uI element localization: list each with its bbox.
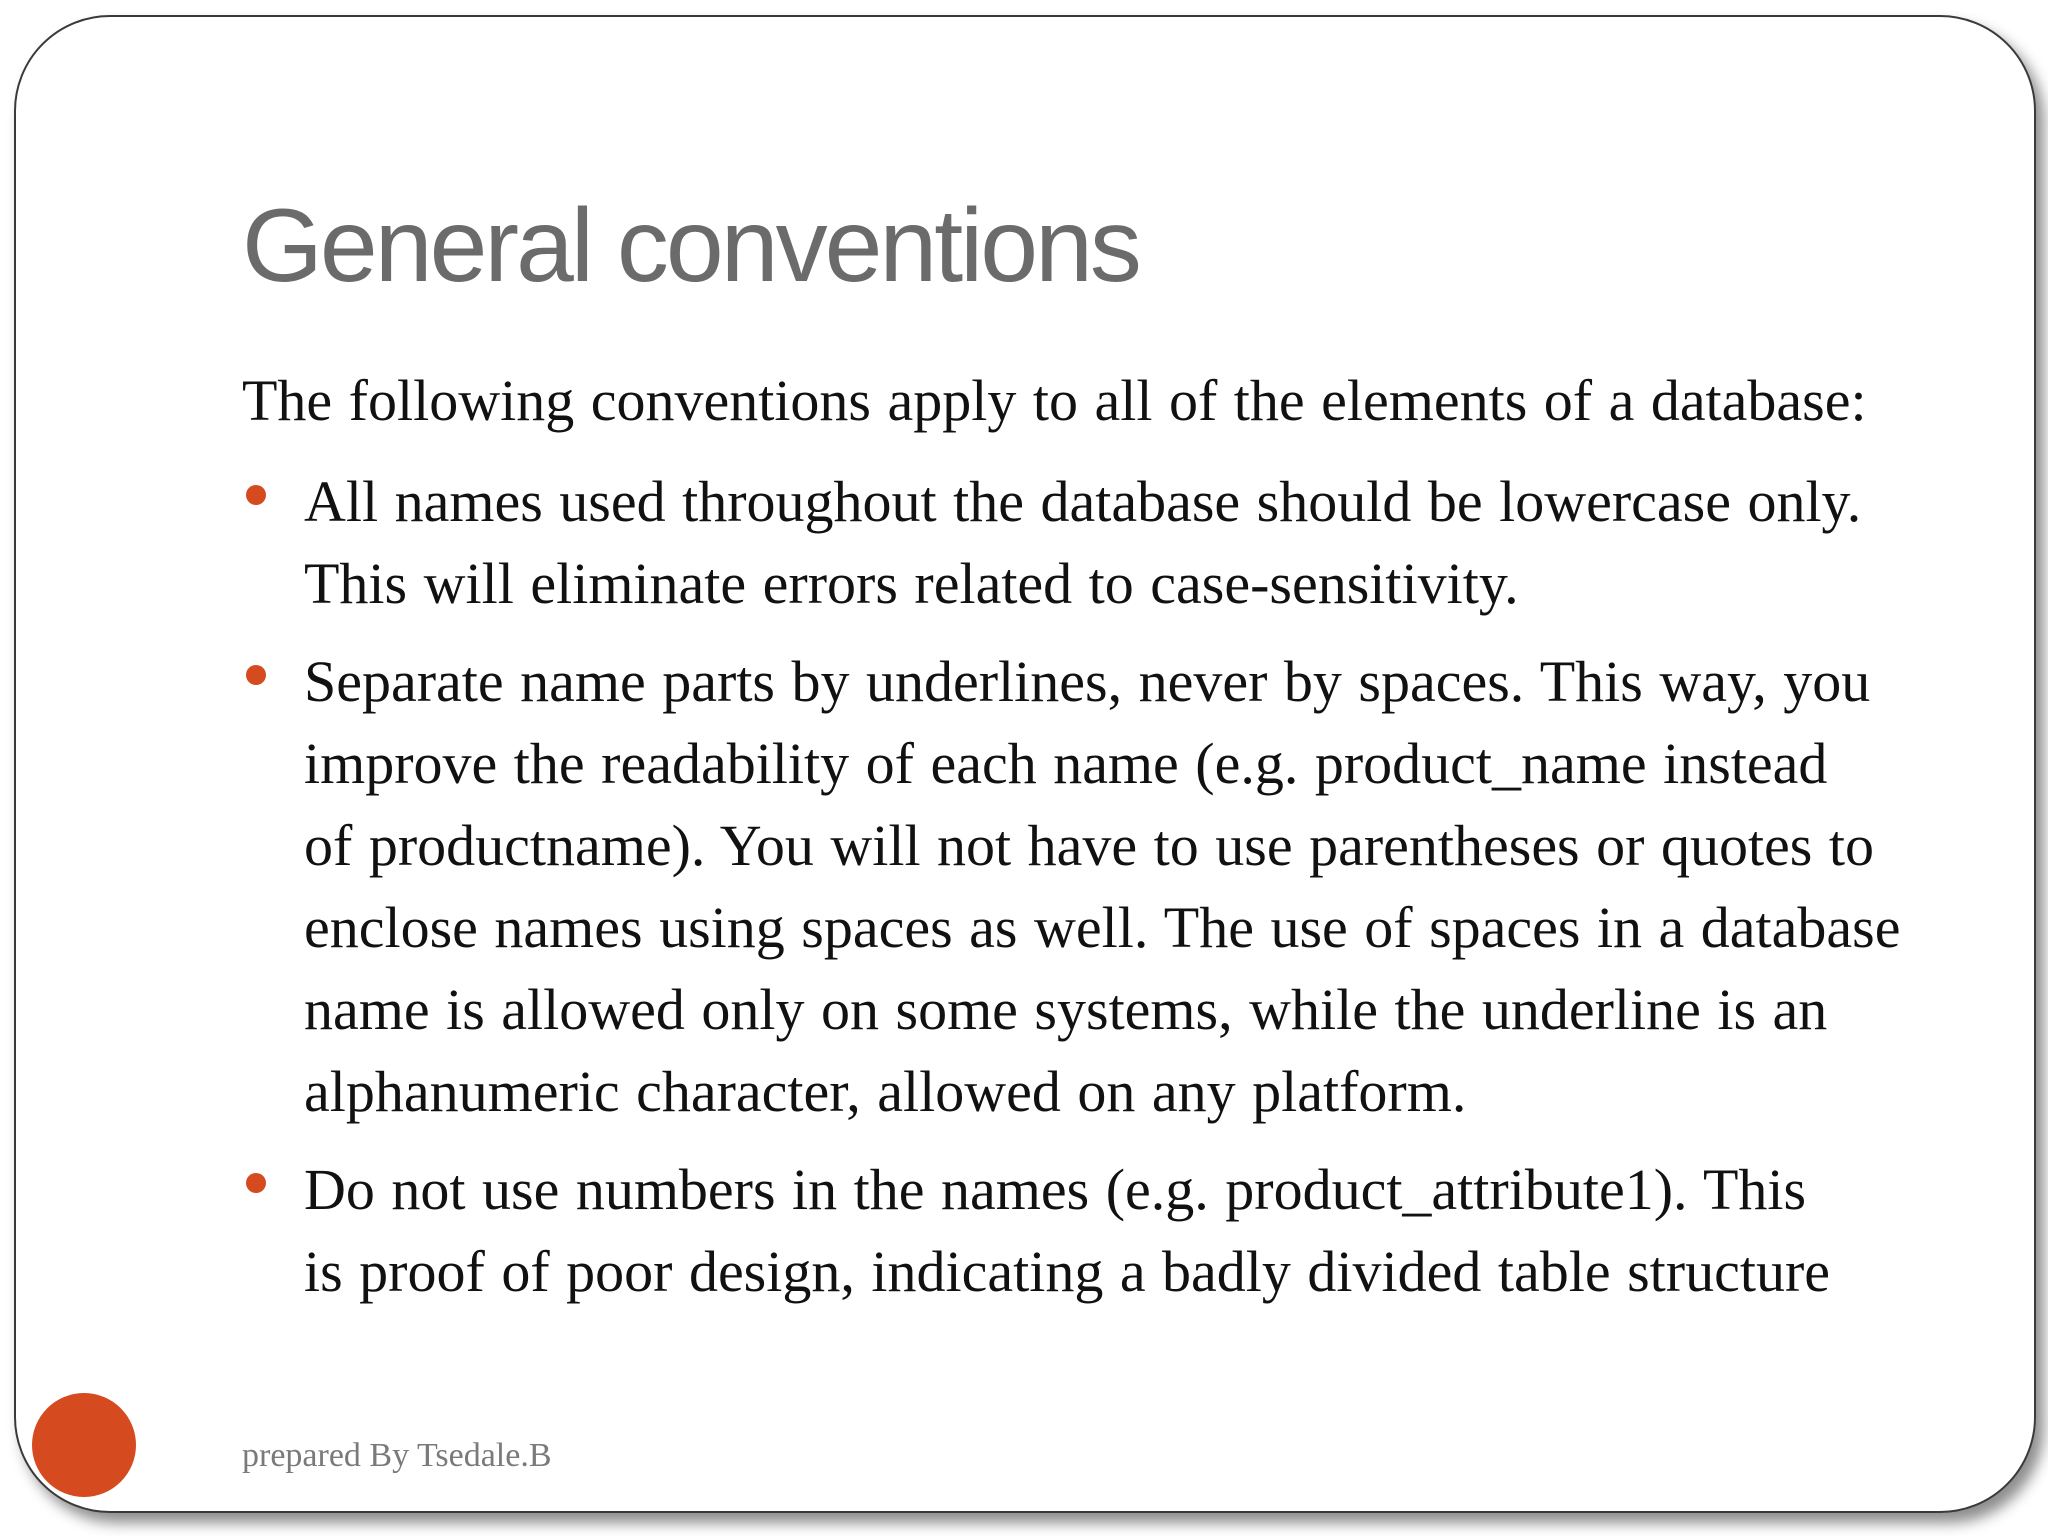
bullet-item-numbers xyxy=(242,1149,1962,1313)
bullet-line: All names used throughout the database should be lowercase only. xyxy=(304,469,1862,534)
bullet-line: enclose names using spaces as well. The use of spaces in a database xyxy=(304,895,1901,960)
bullet-line: improve the readability of each name (e.g. product_name instead xyxy=(304,731,1828,796)
bullet-item-underlines xyxy=(242,641,1962,1133)
intro-text: The following conventions apply to all of the elements of a database: xyxy=(242,368,1867,433)
footer-credit: prepared By Tsedale.B xyxy=(242,1437,552,1474)
slide-title: General conventions xyxy=(242,188,1139,304)
bullet-dot-icon xyxy=(246,1173,266,1193)
bullet-list xyxy=(242,461,1962,1329)
bullet-line: Do not use numbers in the names (e.g. product_attribute1). This xyxy=(304,1157,1807,1222)
bullet-item-lowercase xyxy=(242,461,1962,625)
slide-frame xyxy=(14,15,2036,1513)
bullet-dot-icon xyxy=(246,485,266,505)
bullet-line: of productname). You will not have to use parentheses or quotes to xyxy=(304,813,1874,878)
bullet-line: alphanumeric character, allowed on any platform. xyxy=(304,1059,1467,1124)
bullet-line: This will eliminate errors related to case-sensitivity. xyxy=(304,551,1519,616)
bullet-line: name is allowed only on some systems, while the underline is an xyxy=(304,977,1828,1042)
bullet-line: is proof of poor design, indicating a badly divided table structure xyxy=(304,1239,1831,1304)
bullet-dot-icon xyxy=(246,665,266,685)
bullet-line: Separate name parts by underlines, never by spaces. This way, you xyxy=(304,649,1871,714)
footer-circle-icon xyxy=(32,1393,136,1497)
